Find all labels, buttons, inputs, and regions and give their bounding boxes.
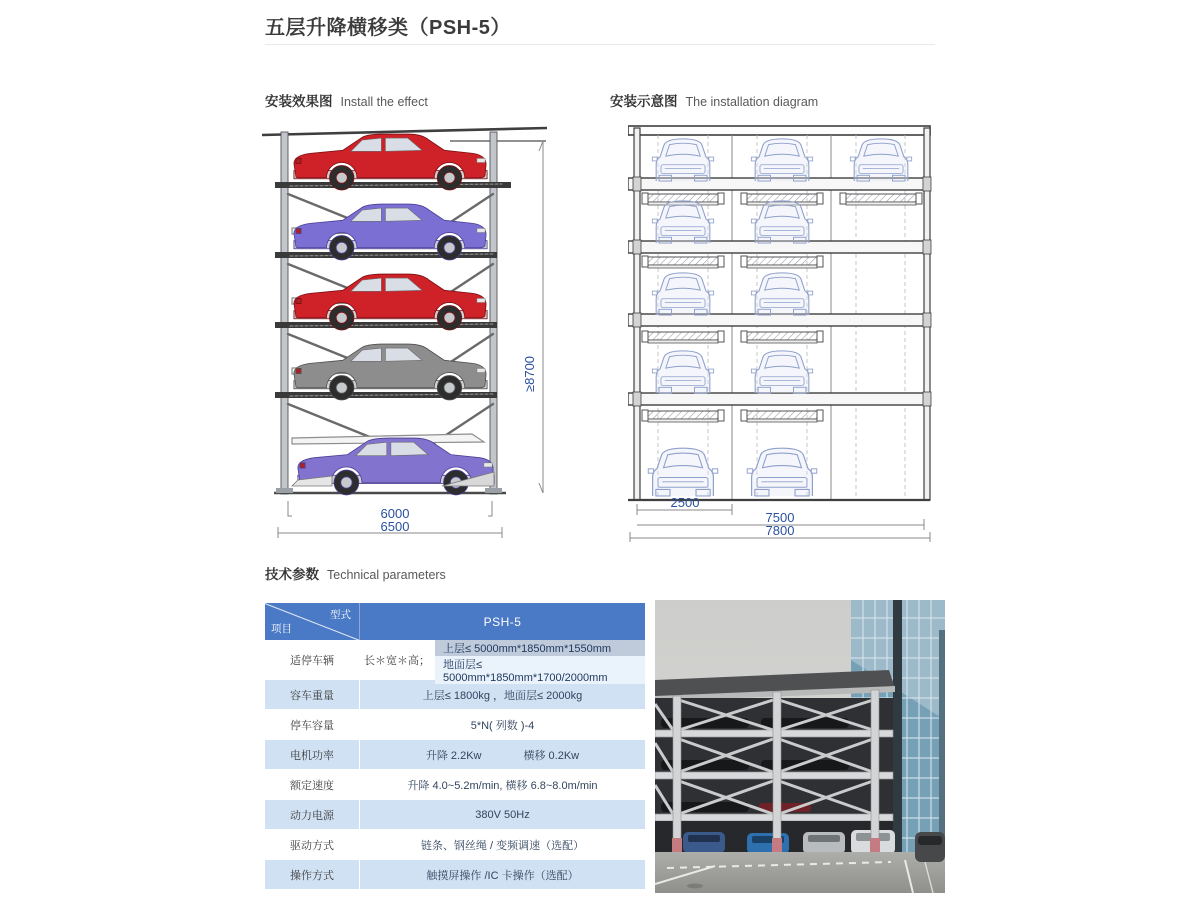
- table-row: [265, 640, 645, 684]
- param-label: 操作方式: [265, 860, 360, 889]
- table-row: [265, 770, 645, 800]
- param-value: 触摸屏操作 /IC 卡操作（选配）: [426, 869, 579, 882]
- param-value: [360, 740, 645, 769]
- param-value: 上层≤ 1800kg ，地面层≤ 2000kg: [422, 689, 583, 702]
- table-corner-cell: [265, 603, 360, 640]
- page-title: 五层升降横移类（PSH-5）: [265, 17, 511, 39]
- param-value-lift: 升降 2.2Kw: [425, 749, 482, 762]
- section-title-zh: 安装效果图: [265, 94, 333, 109]
- table-row: [265, 680, 645, 710]
- dimension-height: [522, 141, 543, 493]
- dim-inner: 7500: [765, 510, 795, 525]
- param-label: 容车重量: [265, 680, 360, 709]
- car-darkblue: [683, 832, 725, 853]
- title-divider: [265, 44, 935, 45]
- section-title-en: Install the effect: [340, 95, 428, 109]
- corner-label-item: 项目: [271, 623, 292, 635]
- dim-width-outer: 6500: [380, 519, 410, 534]
- param-label: 电机功率: [265, 740, 360, 769]
- param-value-ground: 地面层≤ 5000mm*1850mm*1700/2000mm: [435, 656, 645, 684]
- param-label: 驱动方式: [265, 830, 360, 859]
- section-header-effect: [265, 90, 428, 110]
- dim-height-label: ≥8700: [522, 355, 537, 393]
- section-header-install: [610, 90, 818, 110]
- table-row: [265, 800, 645, 830]
- section-header-params: [265, 563, 446, 583]
- param-label: 适停车辆: [265, 640, 360, 679]
- table-row: [265, 740, 645, 770]
- car-dark-right: [915, 832, 945, 862]
- car-silver: [803, 832, 845, 854]
- param-value: 链条、钢丝绳 / 变频调速（选配）: [420, 839, 585, 852]
- car-blue: [747, 833, 789, 854]
- param-value: 升降 4.0~5.2m/min, 横移 6.8~8.0m/min: [407, 779, 598, 792]
- param-value: 380V 50Hz: [475, 808, 530, 821]
- parameters-table: [265, 603, 645, 890]
- car-red-top: [294, 134, 487, 190]
- dim-outer: 7800: [765, 523, 795, 538]
- pavement: [655, 852, 945, 893]
- param-sublabel: 长＊宽＊高；: [360, 640, 435, 679]
- section-title-zh: 安装示意图: [610, 94, 678, 109]
- model-header: PSH-5: [483, 614, 522, 629]
- car-red: [294, 274, 487, 330]
- corner-label-type: 型式: [330, 609, 351, 621]
- section-title-zh: 技术参数: [265, 567, 319, 582]
- car-gray: [294, 344, 487, 400]
- dim-bay: 2500: [670, 495, 700, 510]
- param-label: 动力电源: [265, 800, 360, 829]
- table-row: [265, 710, 645, 740]
- product-photo: [655, 600, 945, 893]
- param-label: 停车容量: [265, 710, 360, 739]
- section-title-en: Technical parameters: [327, 568, 446, 582]
- param-value: 5*N( 列数 )-4: [470, 719, 535, 732]
- car-purple: [294, 204, 487, 260]
- table-row: [265, 860, 645, 890]
- param-value-upper: 上层≤ 5000mm*1850mm*1550mm: [435, 640, 645, 656]
- param-value-shift: 横移 0.2Kw: [523, 749, 580, 762]
- install-diagram: [628, 124, 940, 542]
- dim-width-inner: 6000: [380, 506, 410, 521]
- effect-diagram: [262, 124, 562, 539]
- table-row: [265, 830, 645, 860]
- param-label: 额定速度: [265, 770, 360, 799]
- table-header-row: [265, 603, 645, 640]
- section-title-en: The installation diagram: [685, 95, 819, 109]
